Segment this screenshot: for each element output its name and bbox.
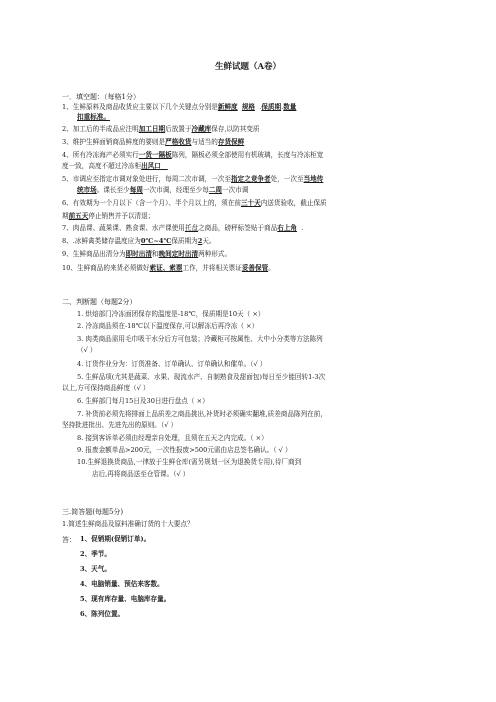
fill-q8: 8、.冰鲜禽类储存温度应为0℃~4℃保质期为2天。 bbox=[62, 237, 216, 245]
judge-item: 10.生鲜退换货商品,一律放于生鲜仓库(需另规划一区为退换货专用),待厂商到 bbox=[77, 458, 302, 466]
fill-q1-line2: 扣重标准。 bbox=[77, 113, 110, 121]
fill-q5-line1: 5、市调应至指定市调对象处进行，每周二次市调，一次至指定之竞争者处，一次至当地传 bbox=[62, 175, 324, 183]
fill-q1-line1: 1、生鲜原料及商品收货应主要以下几个关键点分别是新鲜度 规格 .保质期.数量 bbox=[62, 103, 297, 111]
judge-item: 7. 补货前必须先将排面上品质差之商品挑出,补货时必须确实翻堆,质差商品陈列在前， bbox=[77, 410, 327, 418]
short-q1: 1.简述生鲜商品及原料准确订货的十大要点？ bbox=[62, 520, 194, 528]
judge-item: 2. 冷冻商品须在-18℃以下温度保存,可以解冻后再冷冻（ ×） bbox=[77, 322, 259, 330]
fill-q6-line2: 期前五天停止销售并予以清退； bbox=[62, 212, 155, 220]
fill-q5-line2: 统市场。课长至少每周一次市调，经理至少每二周一次市调 bbox=[77, 186, 249, 194]
fill-q4-line1: 4、所有冷冻海产必须实行一货一隔板陈列，隔板必须全部使用有机玻璃，长度与冷冻柜宽 bbox=[62, 151, 324, 159]
fill-q10: 10、生鲜商品的来货必须做好索证、索票工作，并将相关票证妥善保管。 bbox=[62, 264, 275, 272]
judge-item-cont: 以上,方可保持商品鲜度（√ ） bbox=[62, 384, 150, 392]
judge-item: 8. 接到客诉单必须由经理亲自处理，且须在五天之内完成。（ ×） bbox=[77, 434, 268, 442]
fill-q3: 3、维护生鲜面销商品鲜度的要则是严格收货与适当的存货保鲜 bbox=[62, 138, 245, 146]
judge-item: 1. 烘焙部门冷冻面团保存的温度是-18℃，保质期是10天（ ×） bbox=[77, 310, 265, 318]
judge-item: 4. 订货作业分为：订货准备、订单确认、订单确认和催单。（√ ） bbox=[77, 360, 267, 368]
answer-item: 5、现有库存量、电脑库存量。 bbox=[80, 595, 171, 603]
judge-item-cont: 店后,再将商品送至仓管课。（√ ） bbox=[92, 470, 190, 478]
judge-item: 5. 生鲜品项(尤其是蔬菜、水果、现流水产、自制熟食及甜面包)每日至少能回转1-3次 bbox=[77, 373, 326, 381]
judge-item-cont: （√ ） bbox=[77, 346, 97, 354]
fill-q4-line2: 度一致，高度不超过冷冻柜出风口 bbox=[62, 162, 161, 170]
judge-item: 9. 报废金额单品>200元，一次性报废>500元需由店总签名确认。（ √ ） bbox=[77, 446, 292, 454]
section-fill-heading: 一．填空题：（每格1分） bbox=[62, 93, 140, 101]
answer-item: 3、天气。 bbox=[80, 565, 111, 573]
answer-item: 2、季节。 bbox=[80, 550, 111, 558]
judge-item: 6. 生鲜部门每月15日及30日进行盘点（ ×） bbox=[77, 397, 209, 405]
fill-q9: 9、生鲜商品出清分为即时出清和晚间定时出清两种形式。 bbox=[62, 250, 232, 258]
judge-item: 3. 肉类商品需用毛巾吸干水分后方可包装；冷藏柜可按属性、大中小分类等方法陈列 bbox=[77, 335, 323, 343]
answer-item: 4、电脑销量、预估来客数。 bbox=[80, 580, 164, 588]
fill-q2: 2、加工后的半成品应注明加工日期后放置于冷藏库保存,以防其变质 bbox=[62, 125, 260, 133]
answer-item: 6、陈列位置。 bbox=[80, 610, 125, 618]
section-short-heading: 三.简答题(每题5分) bbox=[62, 508, 124, 516]
answer-item: 1、促销期(促销订单)。 bbox=[80, 535, 151, 543]
answer-label: 答： bbox=[62, 536, 76, 544]
fill-q7: 7、肉品课、蔬果课、熟食课、水产课使用托盘之商品，磅秤标签贴于商品右上角 . bbox=[62, 224, 304, 232]
judge-item-cont: 坚持批进批出、先进先出的原则。（√ ） bbox=[62, 421, 178, 429]
fill-q6-line1: 6、有效期为一个月以下（含一个月）、半个月以上的，须在前三十天内送货验收，截止保质 bbox=[62, 199, 327, 207]
section-judge-heading: 二、判断题（每题2分） bbox=[62, 298, 137, 306]
page-title: 生鲜试题（A卷） bbox=[214, 62, 282, 72]
